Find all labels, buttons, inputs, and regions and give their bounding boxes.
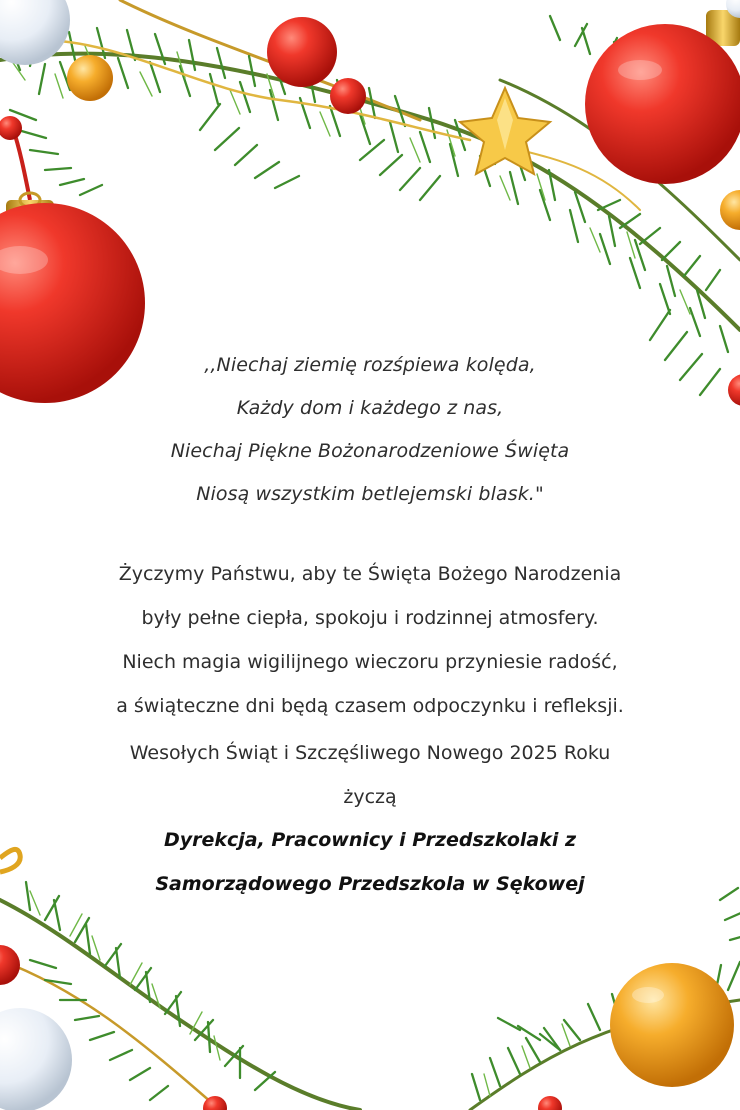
bottom-pine-branch [0, 882, 740, 1110]
wishes-line-3: Niech magia wigilijnego wieczoru przyniesie radość, [122, 651, 618, 673]
orange-bauble-bottom-right [610, 963, 734, 1087]
top-pine-branch [0, 0, 740, 395]
gold-star-icon [460, 88, 550, 174]
wishes-line-4: a świąteczne dni będą czasem odpoczynku i refleksji. [116, 695, 624, 717]
wishes-line-2: były pełne ciepła, spokoju i rodzinnej atmosfery. [141, 607, 599, 629]
poem-block [0, 344, 740, 516]
signature-block [0, 818, 740, 906]
poem-line-3: Niechaj Piękne Bożonarodzeniowe Święta [170, 440, 570, 462]
signature-line-2: Samorządowego Przedszkola w Sękowej [155, 873, 585, 895]
closing-greeting: Wesołych Świąt i Szczęśliwego Nowego 2025 Roku [129, 742, 611, 764]
signature-line-1: Dyrekcja, Pracownicy i Przedszkolaki z [163, 829, 577, 851]
wishes-block [0, 552, 740, 728]
gold-bauble-right-edge [720, 190, 740, 230]
red-bauble-top-center [267, 17, 366, 114]
poem-line-4: Niosą wszystkim betlejemski blask." [196, 483, 544, 505]
red-bauble-top-right [585, 10, 740, 184]
closing-block [0, 731, 740, 819]
silver-bauble-bottom-left [0, 1008, 72, 1110]
red-bauble-bottom-left [0, 945, 20, 985]
gold-bauble-small [67, 55, 113, 101]
closing-from-word: życzą [343, 786, 397, 808]
poem-line-2: Każdy dom i każdego z nas, [236, 397, 504, 419]
silver-bauble-top-left [0, 0, 70, 65]
poem-line-1: ,,Niechaj ziemię rozśpiewa kolęda, [204, 354, 536, 376]
wishes-line-1: Życzymy Państwu, aby te Święta Bożego Narodzenia [118, 563, 622, 585]
